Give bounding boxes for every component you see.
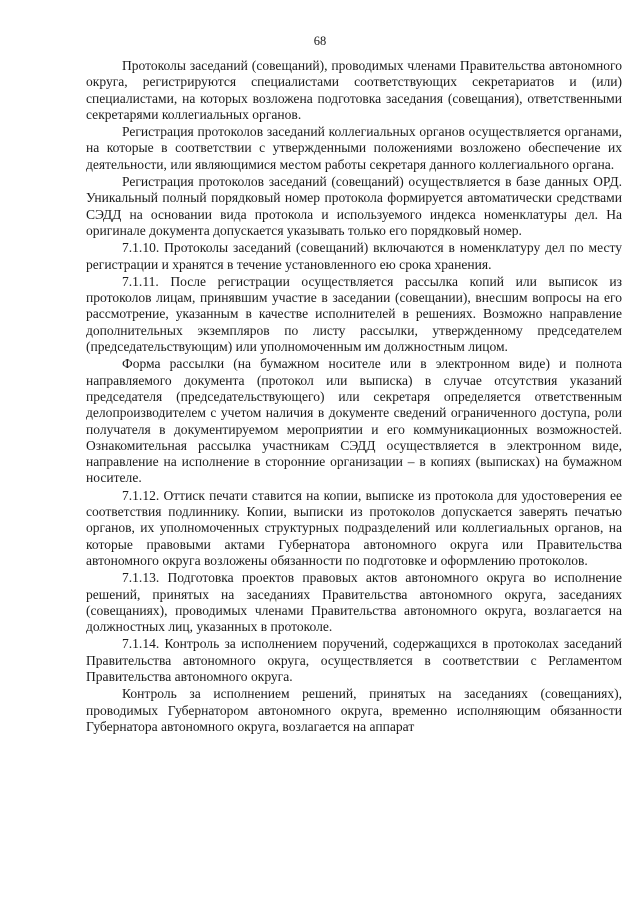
paragraph-governor-control: Контроль за исполнением решений, принятых на заседаниях (совещаниях), проводимых Губернатором автономного округа, временно исполняющим обязанности Губернатора автономного округа, возлагается на аппарат xyxy=(86,686,622,734)
page-number: 68 xyxy=(313,34,327,48)
paragraph-7-1-13: 7.1.13. Подготовка проектов правовых актов автономного округа во исполнение решений, принятых на заседаниях Правительства автономного округа, заседаниях (совещаниях), проводимых членами Правительства автономного округа, возлагается на должностных лиц, указанных в протоколе. xyxy=(86,570,622,635)
paragraph-7-1-12: 7.1.12. Оттиск печати ставится на копии, выписке из протокола для удостоверения ее соответствия подлиннику. Копии, выписки из протоколов допускается заверять печатью органов, их уполномоченных структурных подразделений или коллегиальных органов, на которые правовыми актами Губернатора автономного округа или Правительства автономного округа возложены обязанности по подготовке и оформлению протоколов. xyxy=(86,487,622,568)
document-body xyxy=(86,58,622,736)
paragraph-distribution-form: Форма рассылки (на бумажном носителе или в электронном виде) и полнота направляемого документа (протокол или выписка) в случае отсутствия указаний председателя (председательствующего) или секретаря определяется ответственным делопроизводителем с учетом наличия в документе сведений ограниченного доступа, роли получателя в документируемом мероприятии и его коммуникационных возможностей. Ознакомительная рассылка участникам СЭДД осуществляется в электронном виде, направление на исполнение в сторонние организации – в копиях (выписках) на бумажном носителе. xyxy=(86,356,622,486)
paragraph-7-1-10: 7.1.10. Протоколы заседаний (совещаний) включаются в номенклатуру дел по месту регистрации и хранятся в течение установленного ею срока хранения. xyxy=(86,240,622,272)
paragraph-7-1-14: 7.1.14. Контроль за исполнением поручений, содержащихся в протоколах заседаний Правительства автономного округа, осуществляется в соответствии с Регламентом Правительства автономного округа. xyxy=(86,636,622,684)
paragraph-7-1-11: 7.1.11. После регистрации осуществляется рассылка копий или выписок из протоколов лицам, принявшим участие в заседании (совещании), внесшим вопросы на его рассмотрение, указанным в качестве исполнителей в решениях. Возможно направление дополнительных экземпляров по листу рассылки, утвержденному председателем (председательствующим) или уполномоченным им должностным лицом. xyxy=(86,273,622,355)
paragraph-collegial-registration: Регистрация протоколов заседаний коллегиальных органов осуществляется органами, на которые в соответствии с утвержденными положениями возложено обеспечение их деятельности, или являющимися местом работы секретаря данного коллегиального органа. xyxy=(86,124,622,172)
paragraph-ord-database: Регистрация протоколов заседаний (совещаний) осуществляется в базе данных ОРД. Уникальный полный порядковый номер протокола формируется автоматически средствами СЭДД на основании вида протокола и используемого индекса номенклатуры дел. На оригинале документа допускается указывать только его порядковый номер. xyxy=(86,174,622,238)
paragraph-protocols-members: Протоколы заседаний (совещаний), проводимых членами Правительства автономного округа, регистрируются специалистами соответствующих секретариатов и (или) специалистами, на которых возложена подготовка заседания (совещания), ответственными секретарями коллегиальных органов. xyxy=(86,58,622,122)
